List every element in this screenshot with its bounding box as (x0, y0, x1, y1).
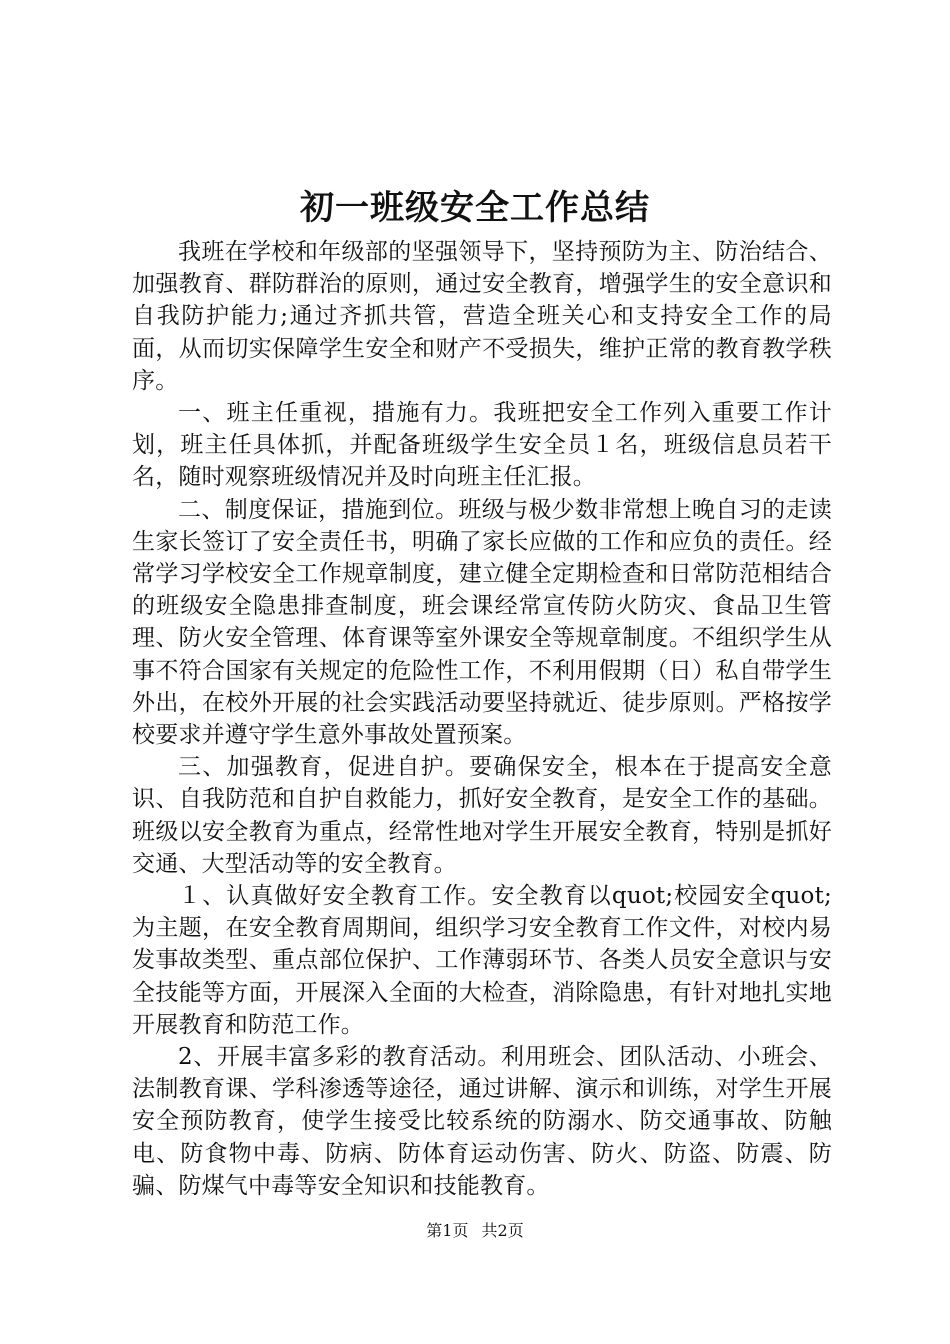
paragraph-section-1: 一、班主任重视，措施有力。我班把安全工作列入重要工作计划，班主任具体抓，并配备班级学生安全员１名，班级信息员若干名，随时观察班级情况并及时向班主任汇报。 (132, 400, 832, 491)
paragraph-item-1: １、认真做好安全教育工作。安全教育以quot;校园安全quot;为主题，在安全教育周期间，组织学习安全教育工作文件，对校内易发事故类型、重点部位保护、工作薄弱环节、各类人员安全意识与安全技能等方面，开展深入全面的大检查，消除隐患，有针对地扎实地开展教育和防范工作。 (132, 883, 832, 1038)
page-total: 共2页 (481, 1221, 524, 1240)
document-body (132, 236, 832, 1202)
page-footer (0, 1220, 950, 1242)
page-title: 初一班级安全工作总结 (300, 188, 650, 228)
paragraph-item-2: 2、开展丰富多彩的教育活动。利用班会、团队活动、小班会、法制教育课、学科渗透等途径，通过讲解、演示和训练，对学生开展安全预防教育，使学生接受比较系统的防溺水、防交通事故、防触电、防食物中毒、防病、防体育运动伤害、防火、防盗、防震、防骗、防煤气中毒等安全知识和技能教育。 (132, 1044, 832, 1199)
paragraph-section-2: 二、制度保证，措施到位。班级与极少数非常想上晚自习的走读生家长签订了安全责任书，明确了家长应做的工作和应负的责任。经常学习学校安全工作规章制度，建立健全定期检查和日常防范相结合的班级安全隐患排查制度，班会课经常宣传防火防灾、食品卫生管理、防火安全管理、体育课等室外课安全等规章制度。不组织学生从事不符合国家有关规定的危险性工作，不利用假期（日）私自带学生外出，在校外开展的社会实践活动要坚持就近、徒步原则。严格按学校要求并遵守学生意外事故处置预案。 (132, 496, 832, 749)
page-number: 第1页 (426, 1221, 469, 1240)
paragraph-intro: 我班在学校和年级部的坚强领导下，坚持预防为主、防治结合、加强教育、群防群治的原则，通过安全教育，增强学生的安全意识和自我防护能力;通过齐抓共管，营造全班关心和支持安全工作的局面，从而切实保障学生安全和财产不受损失，维护正常的教育教学秩序。 (132, 239, 832, 394)
paragraph-section-3: 三、加强教育，促进自护。要确保安全，根本在于提高安全意识、自我防范和自护自救能力，抓好安全教育，是安全工作的基础。班级以安全教育为重点，经常性地对学生开展安全教育，特别是抓好交通、大型活动等的安全教育。 (132, 754, 832, 877)
